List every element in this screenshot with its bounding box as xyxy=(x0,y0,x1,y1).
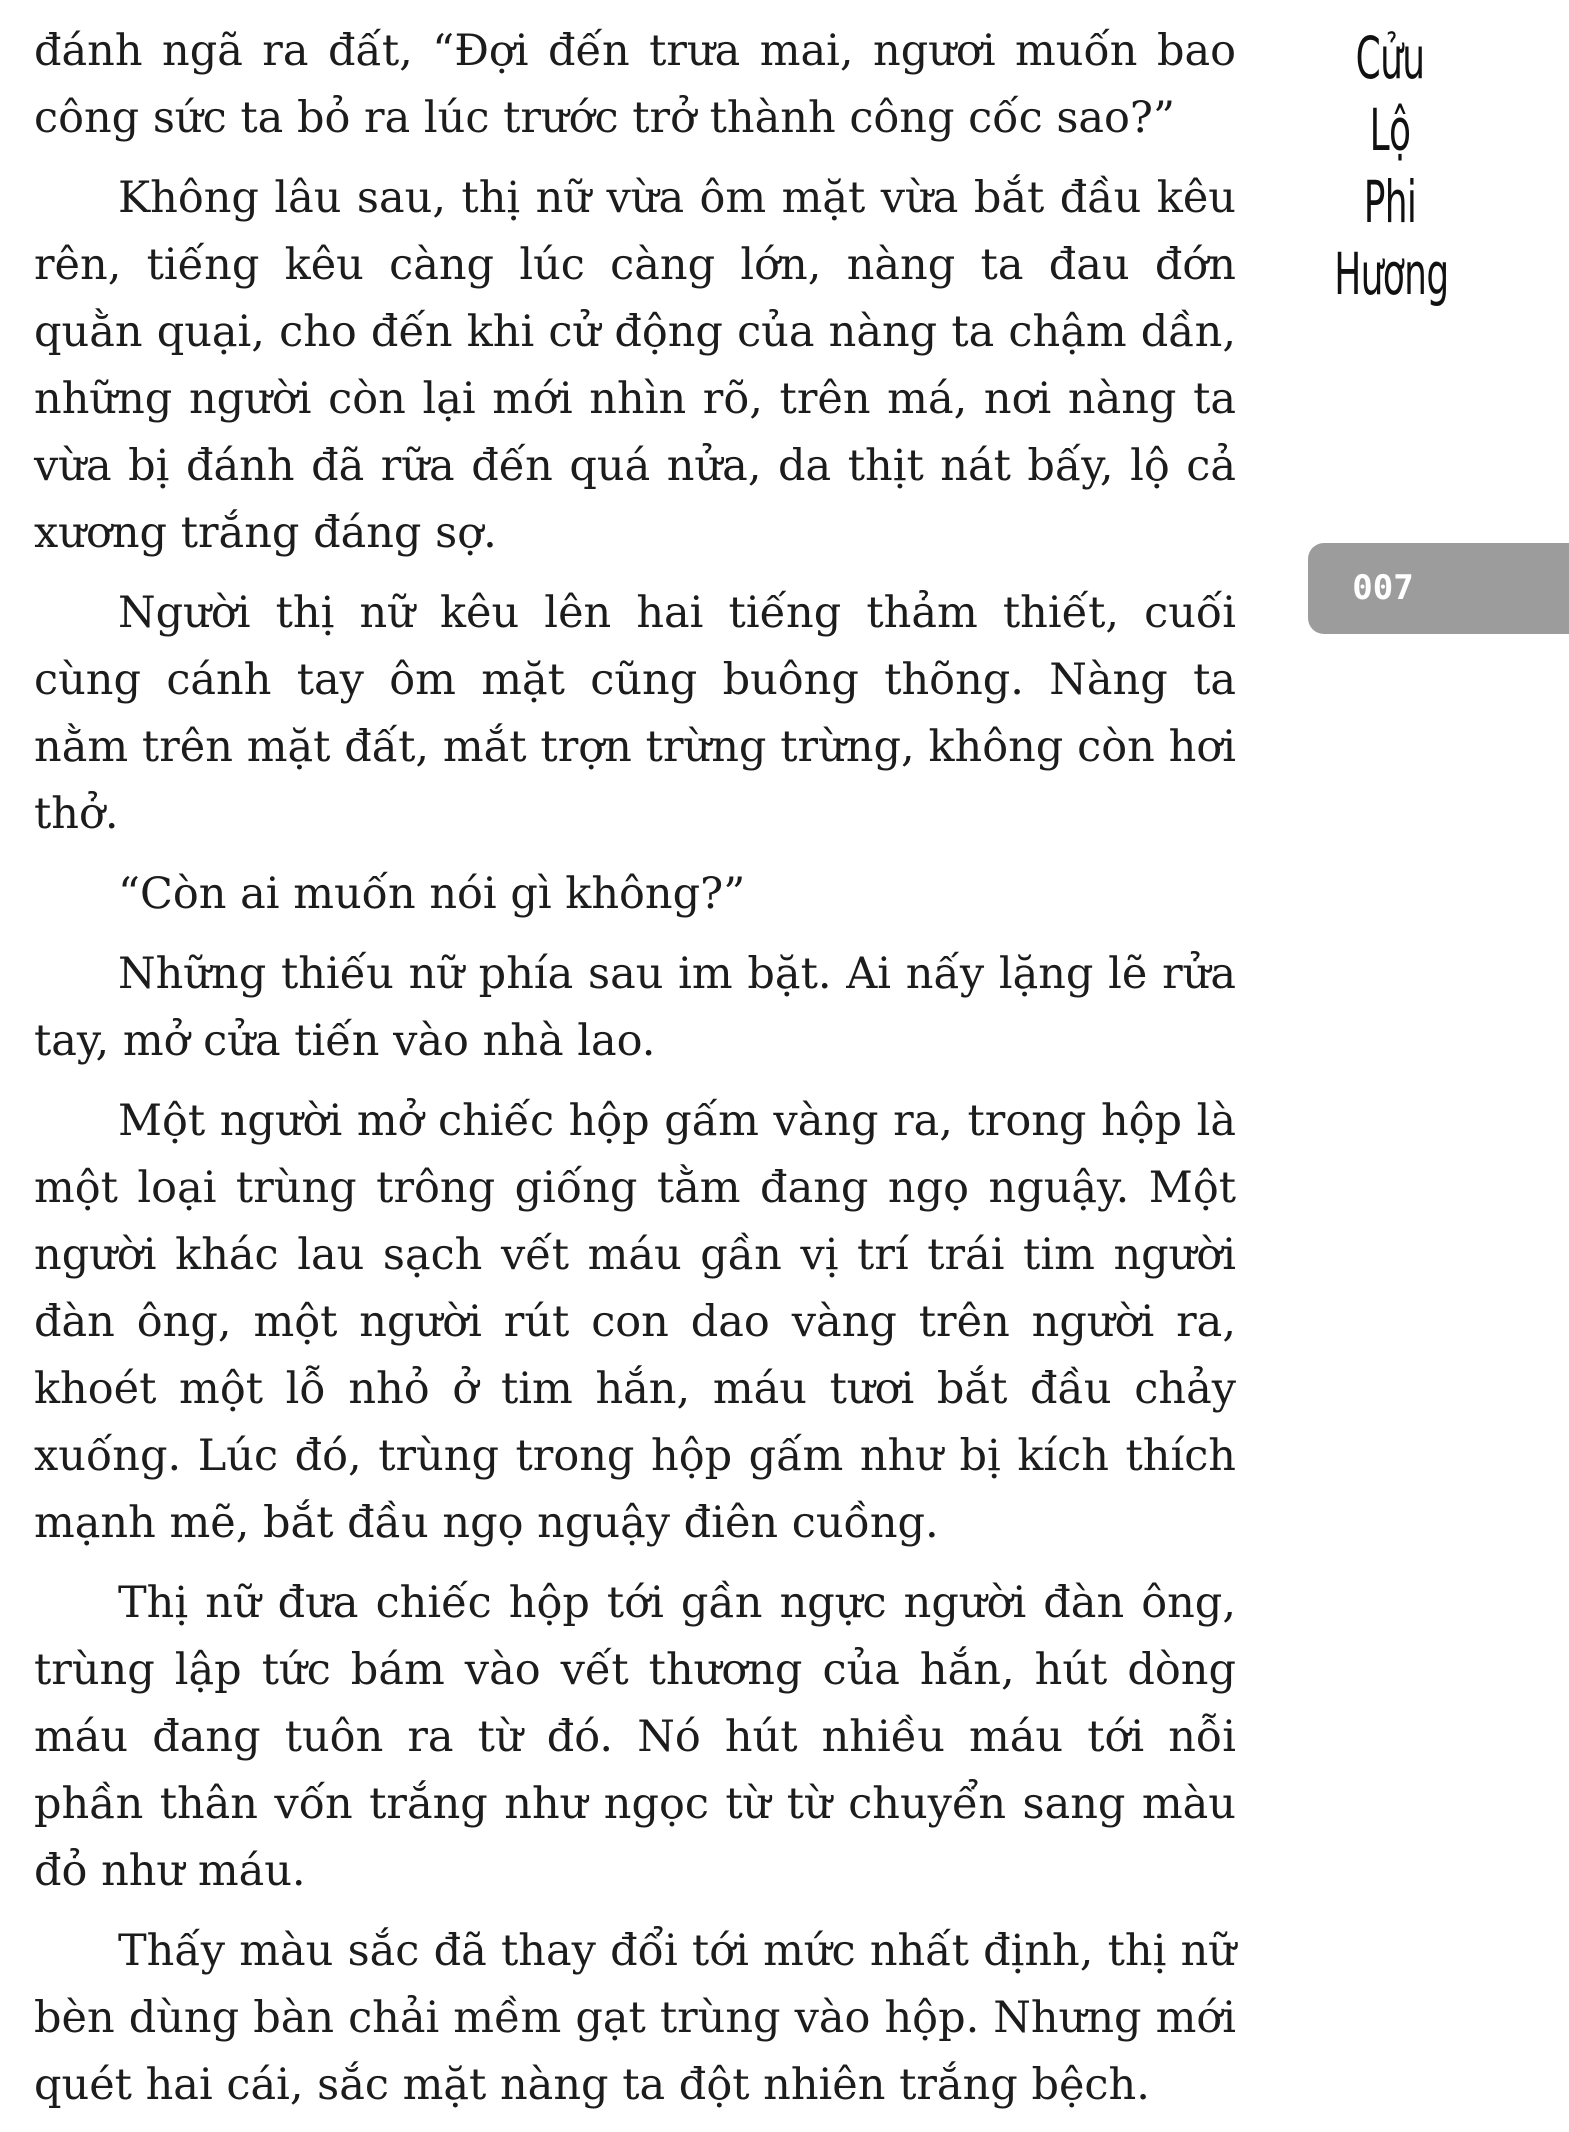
paragraph-1: đánh ngã ra đất, “Đợi đến trưa mai, ngươi muốn bao công sức ta bỏ ra lúc trước trở thành công cốc sao?” xyxy=(34,26,1236,143)
running-title-line-3: Hương xyxy=(1334,240,1449,308)
paragraph-6: Một người mở chiếc hộp gấm vàng ra, trong hộp là một loại trùng trông giống tằm đang ngọ nguậy. Một người khác lau sạch vết máu gần vị trí trái tim người đàn ông, một người rút con dao vàng trên người ra, khoét một lỗ nhỏ ở tim hắn, máu tươi bắt đầu chảy xuống. Lúc đó, trùng trong hộp gấm như bị kích thích mạnh mẽ, bắt đầu ngọ nguậy điên cuồng. xyxy=(34,1096,1236,1548)
paragraph-8: Thấy màu sắc đã thay đổi tới mức nhất định, thị nữ bèn dùng bàn chải mềm gạt trùng vào hộp. Nhưng mới quét hai cái, sắc mặt nàng ta đột nhiên trắng bệch. xyxy=(34,1926,1236,2110)
paragraph-2: Không lâu sau, thị nữ vừa ôm mặt vừa bắt đầu kêu rên, tiếng kêu càng lúc càng lớn, nàng ta đau đớn quằn quại, cho đến khi cử động của nàng ta chậm dần, những người còn lại mới nhìn rõ, trên má, nơi nàng ta vừa bị đánh đã rữa đến quá nửa, da thịt nát bấy, lộ cả xương trắng đáng sợ. xyxy=(34,173,1236,558)
page-number: 007 xyxy=(1352,568,1414,608)
running-title xyxy=(1300,22,1480,310)
paragraph-4: “Còn ai muốn nói gì không?” xyxy=(118,869,746,919)
page-body xyxy=(34,18,1236,2132)
running-title-line-1: Cửu Lộ xyxy=(1355,24,1425,164)
paragraph-5: Những thiếu nữ phía sau im bặt. Ai nấy lặng lẽ rửa tay, mở cửa tiến vào nhà lao. xyxy=(34,949,1236,1066)
paragraph-3: Người thị nữ kêu lên hai tiếng thảm thiết, cuối cùng cánh tay ôm mặt cũng buông thõng. Nàng ta nằm trên mặt đất, mắt trợn trừng trừng, không còn hơi thở. xyxy=(34,588,1236,839)
running-title-line-2: Phi xyxy=(1363,168,1417,236)
page-number-tab xyxy=(1308,543,1569,634)
paragraph-7: Thị nữ đưa chiếc hộp tới gần ngực người đàn ông, trùng lập tức bám vào vết thương của hắn, hút dòng máu đang tuôn ra từ đó. Nó hút nhiều máu tới nỗi phần thân vốn trắng như ngọc từ từ chuyển sang màu đỏ như máu. xyxy=(34,1578,1236,1896)
